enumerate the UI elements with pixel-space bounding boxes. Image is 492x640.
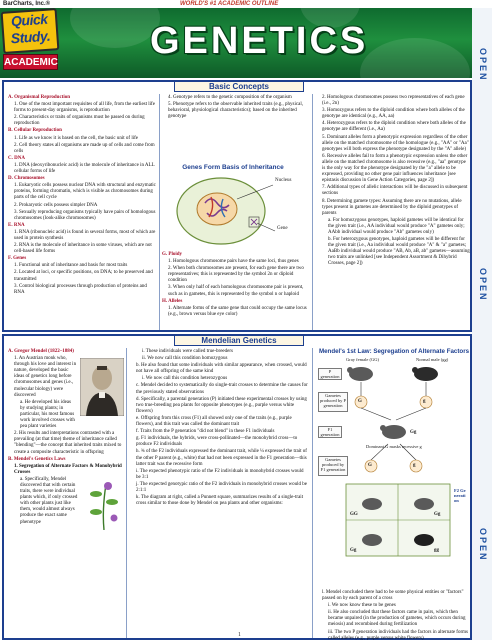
genotype-label: gg	[434, 548, 439, 553]
list-item: 4. Heterozygous refers to the diploid condition where both alleles of the genotype are different (i.e., Aa)	[322, 121, 466, 133]
allele-label: G	[368, 463, 372, 468]
column-divider	[159, 94, 160, 330]
list-item: 6. Recessive alleles fail to form a phenotypic expression unless the other allele on the matched chromosome is also recessive (e.g., "aa" genotype is the only way for the phenotype designated by the "a" allele to be expressed, providing no other gene pair influences inheritance [see epistasis discussion in Gene Action Categories, page 2])	[322, 153, 468, 184]
list-item: 2. His results and interpretations contrasted with a prevailing (at that time) theme of inheritance called "blending"—the concept that inherited traits mixed to create a composite characteristic in offspring	[14, 431, 122, 455]
label-dominant: Dominant G masks recessive g	[366, 444, 422, 449]
list-item: 3. Sexually reproducing organisms typically have pairs of homologous chromosomes (look-alike chromosomes)	[14, 209, 156, 221]
heading: B. Mendel's Genetics Laws	[8, 456, 66, 462]
figure-caption: Mendel's 1st Law: Segregation of Alternate Factors	[318, 348, 470, 355]
list-item: ii. We now call this condition homozygous	[142, 356, 228, 362]
list-item: 1. Homologous chromosome pairs have the same loci, thus genes	[168, 259, 299, 265]
list-item: 3. When only half of each homologous chromosome pair is present, such as in gametes, this is represented by the symbol n or haploid	[168, 285, 304, 297]
list-item: e. Offspring from this cross (F1) all showed only one of the traits (e.g., purple flowers), and this trait was called the dominant trait	[136, 415, 292, 428]
allele-label: g	[413, 463, 416, 468]
list-item: k. The diagram at right, called a Punnett square, summarizes results of a single-trait cross similar to those done by Mendel on pea plants and other organisms:	[136, 495, 304, 507]
list-item: a. For homozygous genotypes, haploid gametes will be identical for the given trait (i.e., AA individual would produce "A" gametes only; AAbb individual would produce "Ab" gametes only)	[328, 217, 465, 235]
tagline: WORLD'S #1 ACADEMIC OUTLINE	[180, 1, 279, 7]
basic-column-1	[8, 95, 156, 297]
list-item: 4. Genotype refers to the genetic composition of the organism	[168, 95, 292, 100]
list-item: 1. Segregation of Alternate Factors & Monohybrid Crosses	[14, 463, 122, 475]
basic-column-2	[162, 95, 309, 121]
section-title: Mendelian Genetics	[174, 335, 304, 346]
list-item: 1. An Austrian monk who, through his love and interest in nature, developed the basic ideas of genetics long before chromosomes and genes (i.e., molecular biology) were discovered	[14, 356, 77, 398]
label-f1-generation: F1 generation	[318, 426, 342, 438]
list-item: 5. Dominant alleles form a phenotypic expression regardless of the other allele on the matched chromosome of the homologue (e.g., "AA" or "Aa" genotypes will both express the phenotype designated by the "A" allele)	[322, 134, 469, 152]
list-item: 2. Characteristics or traits of organisms must be passed on during reproduction	[14, 115, 145, 127]
list-item: i. These individuals were called true-breeders	[142, 349, 233, 354]
heading: F. Genes	[8, 256, 27, 262]
heading: D. Chromosomes	[8, 176, 45, 182]
page-number: 1	[238, 632, 241, 638]
list-item: 5. Phenotype refers to the observable inherited traits (e.g., physical, behavioral, physiological characteristics); based on the inherited genotype	[168, 102, 303, 120]
logo-line-study: Study.	[10, 27, 51, 47]
genotype-label: GG	[350, 512, 358, 517]
list-item: b. He also found that some individuals with similar appearance, when crossed, would not have all offspring of the same kind	[136, 363, 307, 375]
mendel-portrait	[80, 358, 124, 416]
allele-label: g	[423, 399, 426, 404]
section-mendelian-genetics	[2, 334, 472, 640]
list-item: 1. RNA (ribonucleic acid) is found in several forms, most of which are used in protein synthesis	[14, 229, 156, 241]
label-gametes-p: Gametes produced by P generation	[318, 392, 348, 412]
page-title: GENETICS	[150, 20, 369, 62]
heading: B. Cellular Reproduction	[8, 128, 62, 134]
top-strip	[0, 0, 492, 8]
mendel-column-3-text	[316, 590, 470, 640]
logo-line-quick: Quick	[10, 10, 48, 30]
label-gene: Gene	[277, 226, 288, 231]
cell-diagram	[161, 173, 305, 247]
allele-label: G	[358, 399, 362, 404]
section-title: Basic Concepts	[174, 81, 304, 92]
heading: E. RNA	[8, 222, 25, 228]
genotype-label: Gg	[350, 548, 357, 553]
side-tab	[472, 8, 492, 640]
list-item: 1. Functional unit of inheritance and basis for most traits	[14, 263, 128, 269]
list-item: 1. DNA (deoxyribonucleic acid) is the molecule of inheritance in ALL cellular forms of life	[14, 162, 155, 175]
list-item: 7. Additional types of allelic interactions will be discussed in subsequent sections	[322, 185, 468, 197]
label-normal-male: Normal male (gg)	[416, 357, 449, 362]
header-decoration	[70, 8, 160, 48]
pea-plant-illustration	[84, 478, 124, 530]
list-item: d. Specifically, a parental generation (P) initiated these experimental crosses by using two true-breeding pea plants for opposite phenotypes (e.g., purple versus white flowers)	[136, 396, 307, 414]
list-item: f. Traits from the P generation "did not blend" in these F1 individuals	[136, 429, 275, 435]
figure-caption: Genes Form Basis of Inheritance	[182, 164, 284, 171]
list-item: 3. Control biological processes through production of proteins and RNA	[14, 283, 147, 295]
list-item: i. We now call this condition heterozygous	[142, 376, 228, 382]
list-item: 2. Homologous chromosomes possess two representatives of each gene (i.e., 2n)	[322, 95, 465, 107]
list-item: a. Specifically, Mendel discovered that with certain traits, there were individual plants which, if only crossed with other plants just like them, would almost always produce the exact same phenotype	[20, 476, 78, 525]
list-item: b. For heterozygous genotypes, haploid gametes will be different for the given trait (i.e., Aa individual would produce "A" & "a" gametes; AaBb individual would produce "AB, Ab, aB, ab" gametes—assuming two traits are unlinked [see Independent Assortment & Dihybrid Crosses, page 2])	[328, 237, 470, 267]
list-item: 8. Determining gamete types: Assuming there are no mutations, allele types present in gametes are determined by the diploid genotypes of parents	[322, 198, 462, 216]
mendel-column-1	[8, 349, 124, 531]
list-item: l. Mendel concluded there had to be some physical entities or "factors" passed on by each parent of a cross	[322, 590, 464, 602]
genotype-label: Gg	[410, 430, 417, 435]
list-item: g. F1 individuals, the hybrids, were cross-pollinated—the monohybrid cross—to produce F2 individuals	[136, 436, 298, 448]
list-item: 3. Homozygous refers to the diploid condition where both alleles of the genotype are identical (e.g., AA, aa)	[322, 108, 465, 120]
list-item: 1. One of the most important requisites of all life, from the earliest life forms to present-day organisms, is reproduction	[14, 102, 155, 114]
list-item: 2. RNA is the molecule of inheritance in some viruses, which are not cell-based life forms	[14, 243, 152, 255]
mendel-column-2	[130, 349, 309, 508]
genes-inheritance-figure	[161, 164, 305, 250]
header-decoration	[360, 38, 470, 78]
list-item: i. The expected phenotypic ratio of the F2 individuals in monohybrid crosses would be 3:1	[136, 468, 304, 480]
side-tab-label: OPEN	[478, 268, 488, 302]
label-f2-generation: F2 Generation	[454, 488, 466, 503]
portrait-image	[80, 358, 124, 416]
pea-plant-image	[84, 478, 124, 530]
list-item: a. He developed his ideas by studying plants; in particular, his most famous work involved crosses with pea plant varieties	[20, 399, 75, 430]
label-gametes-f1: Gametes produced by F1 generation	[318, 456, 348, 476]
logo-badge	[1, 8, 60, 54]
list-item: 2. Cell theory states all organisms are made up of cells and come from cells	[14, 142, 155, 154]
list-item: c. Mendel decided to systematically do single-trait crosses to determine the causes for the previously stated observations	[136, 383, 308, 395]
list-item: 2. Located at loci, or specific positions, on DNA; to be preserved and transmitted	[14, 270, 153, 282]
list-item: 1. Alternate forms of the same gene that could occupy the same locus (e.g., brown versus blue eye color)	[168, 305, 307, 317]
column-divider	[126, 348, 127, 638]
quickstudy-logo	[2, 8, 58, 76]
publisher: BarCharts, Inc.®	[3, 1, 51, 7]
list-item: j. The expected genotypic ratio of the F2 individuals in monohybrid crosses would be 2:1:1	[136, 481, 307, 493]
label-p-generation: P generation	[318, 368, 342, 380]
basic-column-2-lower	[162, 252, 309, 319]
heading: H. Alleles	[162, 298, 183, 304]
list-item: 1. Eukaryotic cells possess nuclear DNA with structural and enzymatic proteins, forming chromatin, which is visible as chromosomes during parts of the cell cycle	[14, 183, 156, 201]
list-item: 2. When both chromosomes are present, for each gene there are two representatives; this is represented by the symbol 2n or diploid condition	[168, 266, 304, 284]
list-item: h. ¾ of the F2 individuals expressed the dominant trait, while ¼ expressed the trait of the other P parent (e.g., white) that had not been expressed in the F1 generation—this latter trait was the recessive form	[136, 449, 307, 467]
basic-column-3	[316, 95, 470, 269]
column-divider	[312, 94, 313, 330]
label-gray-female: Gray female (GG)	[346, 357, 379, 362]
header-banner	[0, 8, 492, 78]
list-item: i. We now know these to be genes	[328, 603, 396, 609]
heading: A. Gregor Mendel (1822–1884)	[8, 349, 74, 354]
side-tab-label: OPEN	[478, 528, 488, 562]
label-nucleus: Nucleus	[275, 178, 292, 183]
heading: C. DNA	[8, 155, 25, 161]
list-item: iii. The two P generation individuals had the factors in alternate forms called alleles (e.g., purple versus white flowers)	[328, 629, 468, 640]
list-item: 2. Prokaryotic cells possess simpler DNA	[14, 202, 98, 208]
list-item: ii. He also concluded that these factors came in pairs, which then became unpaired (in the production of gametes, which occurs during meiosis) and recombined during fertilization	[328, 610, 466, 628]
genotype-label: Gg	[434, 512, 441, 517]
logo-academic: ACADEMIC	[3, 54, 58, 70]
segregation-figure	[316, 348, 472, 588]
list-item: 1. Life as we know it is based on the cell, the basic unit of life	[14, 135, 138, 141]
section-basic-concepts	[2, 80, 472, 332]
heading: G. Ploidy	[162, 252, 183, 257]
column-divider	[312, 348, 313, 638]
side-tab-label: OPEN	[478, 48, 488, 82]
heading: A. Organismal Reproduction	[8, 95, 70, 100]
